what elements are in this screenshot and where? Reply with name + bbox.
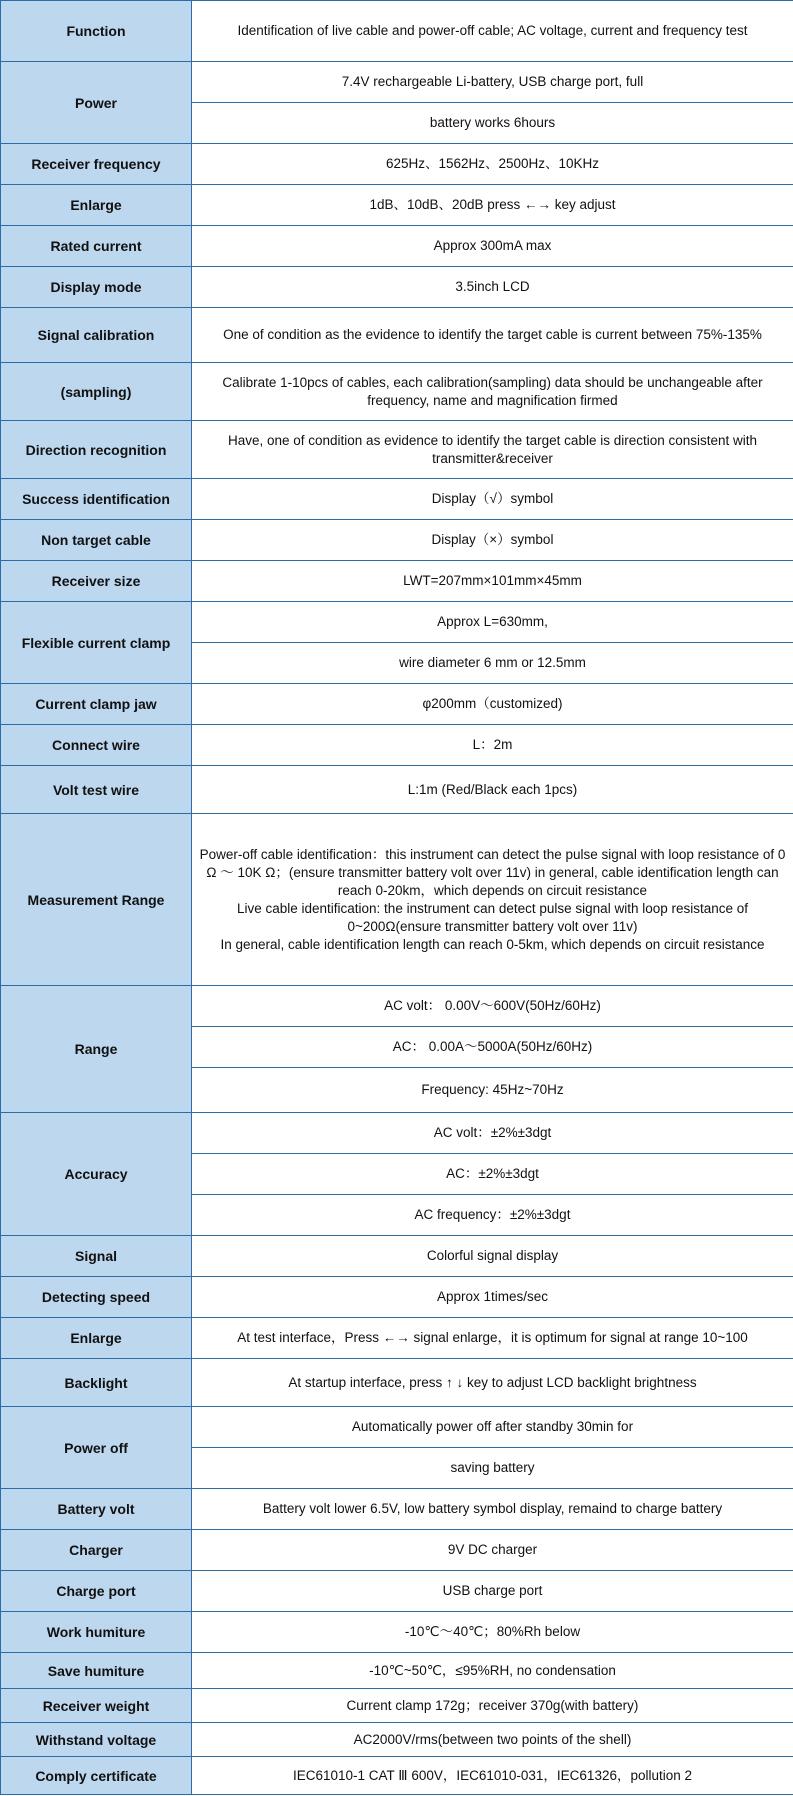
- table-row: [1, 1530, 793, 1571]
- table-row: [1, 986, 793, 1027]
- value-line: 9V DC charger: [447, 1542, 538, 1557]
- table-row: [1, 602, 793, 643]
- row-label: Measurement Range: [1, 814, 192, 986]
- value-line: 7.4V rechargeable Li-battery, USB charge port, full: [341, 74, 644, 89]
- value-line: 1dB、10dB、20dB press ←→ key adjust: [369, 197, 616, 212]
- row-label: Charger: [1, 1530, 192, 1571]
- row-label: Receiver frequency: [1, 144, 192, 185]
- table-row: [1, 185, 793, 226]
- row-value: [192, 1571, 793, 1612]
- row-value: [192, 144, 793, 185]
- value-line: AC volt： 0.00V～600V(50Hz/60Hz): [384, 998, 601, 1013]
- row-value: [192, 226, 793, 267]
- row-value: [192, 62, 793, 103]
- table-row: [1, 1277, 793, 1318]
- row-value: [192, 308, 793, 363]
- row-value: [192, 684, 793, 725]
- table-row: [1, 363, 793, 421]
- value-line: Have, one of condition as evidence to identify the target cable is direction consistent with transmitter&receiver: [227, 432, 758, 466]
- table-row: [1, 1359, 793, 1407]
- value-line: IEC61010-1 CAT Ⅲ 600V，IEC61010-031，IEC61326，pollution 2: [292, 1767, 693, 1783]
- row-value: [192, 1612, 793, 1653]
- row-value: [192, 185, 793, 226]
- table-row: [1, 684, 793, 725]
- row-value: [192, 1195, 793, 1236]
- table-row: [1, 421, 793, 479]
- table-row: [1, 226, 793, 267]
- value-line: Live cable identification: the instrument can detect pulse signal with loop resistance of 0~200Ω(ensure transmitter battery volt over 11v): [236, 900, 749, 934]
- row-value: [192, 363, 793, 421]
- row-value: [192, 1448, 793, 1489]
- row-label: Enlarge: [1, 1318, 192, 1359]
- value-line: At test interface，Press ←→ signal enlarge，it is optimum for signal at range 10~100: [237, 1330, 748, 1345]
- value-line: AC： 0.00A～5000A(50Hz/60Hz): [392, 1039, 593, 1054]
- table-row: [1, 1757, 793, 1795]
- value-line: 3.5inch LCD: [455, 279, 530, 294]
- row-label: Volt test wire: [1, 766, 192, 814]
- row-value: [192, 520, 793, 561]
- row-value: [192, 1407, 793, 1448]
- row-value: [192, 1, 793, 62]
- row-label: Power: [1, 62, 192, 144]
- row-value: [192, 725, 793, 766]
- row-label: Battery volt: [1, 1489, 192, 1530]
- row-label: Detecting speed: [1, 1277, 192, 1318]
- row-value: [192, 986, 793, 1027]
- value-line: L：2m: [472, 737, 513, 752]
- table-row: [1, 814, 793, 986]
- value-line: Display（×）symbol: [431, 532, 554, 547]
- row-label: Withstand voltage: [1, 1723, 192, 1757]
- row-value: [192, 1653, 793, 1689]
- row-label: Receiver weight: [1, 1689, 192, 1723]
- table-row: [1, 1689, 793, 1723]
- row-value: [192, 814, 793, 986]
- value-line: Approx L=630mm,: [437, 614, 548, 629]
- row-label: Signal calibration: [1, 308, 192, 363]
- value-line: Frequency: 45Hz~70Hz: [421, 1082, 564, 1097]
- value-line: Colorful signal display: [426, 1248, 559, 1263]
- row-label: Function: [1, 1, 192, 62]
- row-label: Comply certificate: [1, 1757, 192, 1795]
- table-row: [1, 520, 793, 561]
- value-line: Power-off cable identification：this instrument can detect the pulse signal with loop resistance of 0 Ω ～ 10K Ω；(ensure transmitter battery volt over 11v) in general, cable identification length can reach 0-20km，which depends on circuit resistance: [199, 846, 786, 898]
- value-line: LWT=207mm×101mm×45mm: [403, 573, 582, 588]
- row-value: [192, 561, 793, 602]
- value-line: At startup interface, press ↑ ↓ key to adjust LCD backlight brightness: [288, 1374, 697, 1390]
- row-value: [192, 1689, 793, 1723]
- row-label: Display mode: [1, 267, 192, 308]
- value-line: battery works 6hours: [429, 115, 556, 130]
- row-label: Direction recognition: [1, 421, 192, 479]
- table-row: [1, 725, 793, 766]
- value-line: USB charge port: [442, 1583, 543, 1598]
- row-label: Range: [1, 986, 192, 1113]
- row-value: [192, 1113, 793, 1154]
- table-row: [1, 766, 793, 814]
- row-label: Enlarge: [1, 185, 192, 226]
- row-value: [192, 1723, 793, 1757]
- row-value: [192, 1757, 793, 1795]
- table-row: [1, 479, 793, 520]
- value-line: Battery volt lower 6.5V, low battery symbol display, remaind to charge battery: [262, 1501, 723, 1516]
- table-row: [1, 1612, 793, 1653]
- table-row: [1, 144, 793, 185]
- table-row: [1, 1113, 793, 1154]
- table-row: [1, 1489, 793, 1530]
- row-label: Accuracy: [1, 1113, 192, 1236]
- row-value: [192, 1236, 793, 1277]
- value-line: AC2000V/rms(between two points of the shell): [353, 1731, 632, 1747]
- row-label: Signal: [1, 1236, 192, 1277]
- row-value: [192, 1530, 793, 1571]
- value-line: φ200mm（customized): [422, 696, 563, 711]
- row-label: Current clamp jaw: [1, 684, 192, 725]
- row-value: [192, 1068, 793, 1113]
- row-value: [192, 1359, 793, 1407]
- row-value: [192, 1154, 793, 1195]
- row-label: Save humiture: [1, 1653, 192, 1689]
- row-label: Success identification: [1, 479, 192, 520]
- value-line: Current clamp 172g；receiver 370g(with battery): [346, 1697, 639, 1713]
- value-line: Approx 300mA max: [433, 238, 552, 253]
- row-label: Charge port: [1, 1571, 192, 1612]
- value-line: L:1m (Red/Black each 1pcs): [407, 781, 578, 797]
- row-label: Rated current: [1, 226, 192, 267]
- table-row: [1, 1, 793, 62]
- value-line: Identification of live cable and power-off cable; AC voltage, current and frequency test: [237, 23, 748, 38]
- value-line: One of condition as the evidence to identify the target cable is current between 75%-135%: [223, 327, 762, 342]
- row-label: Flexible current clamp: [1, 602, 192, 684]
- value-line: Automatically power off after standby 30min for: [351, 1419, 634, 1434]
- table-row: [1, 308, 793, 363]
- row-value: [192, 267, 793, 308]
- row-label: Receiver size: [1, 561, 192, 602]
- table-row: [1, 1236, 793, 1277]
- value-line: -10℃~50℃，≤95%RH, no condensation: [369, 1662, 616, 1678]
- value-line: 625Hz、1562Hz、2500Hz、10KHz: [385, 156, 600, 171]
- value-line: AC：±2%±3dgt: [446, 1166, 539, 1181]
- row-value: [192, 1318, 793, 1359]
- row-value: [192, 479, 793, 520]
- row-value: [192, 1489, 793, 1530]
- row-value: [192, 103, 793, 144]
- value-line: AC volt：±2%±3dgt: [433, 1125, 552, 1140]
- row-label: Work humiture: [1, 1612, 192, 1653]
- row-label: Connect wire: [1, 725, 192, 766]
- row-value: [192, 1027, 793, 1068]
- table-row: [1, 1318, 793, 1359]
- row-value: [192, 421, 793, 479]
- table-row: [1, 62, 793, 103]
- table-row: [1, 1653, 793, 1689]
- row-value: [192, 643, 793, 684]
- table-row: [1, 1407, 793, 1448]
- row-value: [192, 766, 793, 814]
- row-value: [192, 602, 793, 643]
- row-label: Backlight: [1, 1359, 192, 1407]
- value-line: Display（√）symbol: [431, 491, 554, 506]
- table-row: [1, 1571, 793, 1612]
- value-line: -10℃～40℃；80%Rh below: [404, 1624, 581, 1639]
- table-row: [1, 561, 793, 602]
- row-value: [192, 1277, 793, 1318]
- value-line: AC frequency：±2%±3dgt: [414, 1207, 571, 1222]
- value-line: Approx 1times/sec: [436, 1289, 549, 1304]
- row-label: Non target cable: [1, 520, 192, 561]
- value-line: saving battery: [450, 1460, 535, 1475]
- table-row: [1, 267, 793, 308]
- value-line: In general, cable identification length can reach 0-5km, which depends on circuit resistance: [220, 936, 765, 952]
- row-label: Power off: [1, 1407, 192, 1489]
- table-row: [1, 1723, 793, 1757]
- value-line: Calibrate 1-10pcs of cables, each calibration(sampling) data should be unchangeable after frequency, name and magnification firmed: [222, 374, 763, 408]
- value-line: wire diameter 6 mm or 12.5mm: [399, 655, 586, 670]
- row-label: (sampling): [1, 363, 192, 421]
